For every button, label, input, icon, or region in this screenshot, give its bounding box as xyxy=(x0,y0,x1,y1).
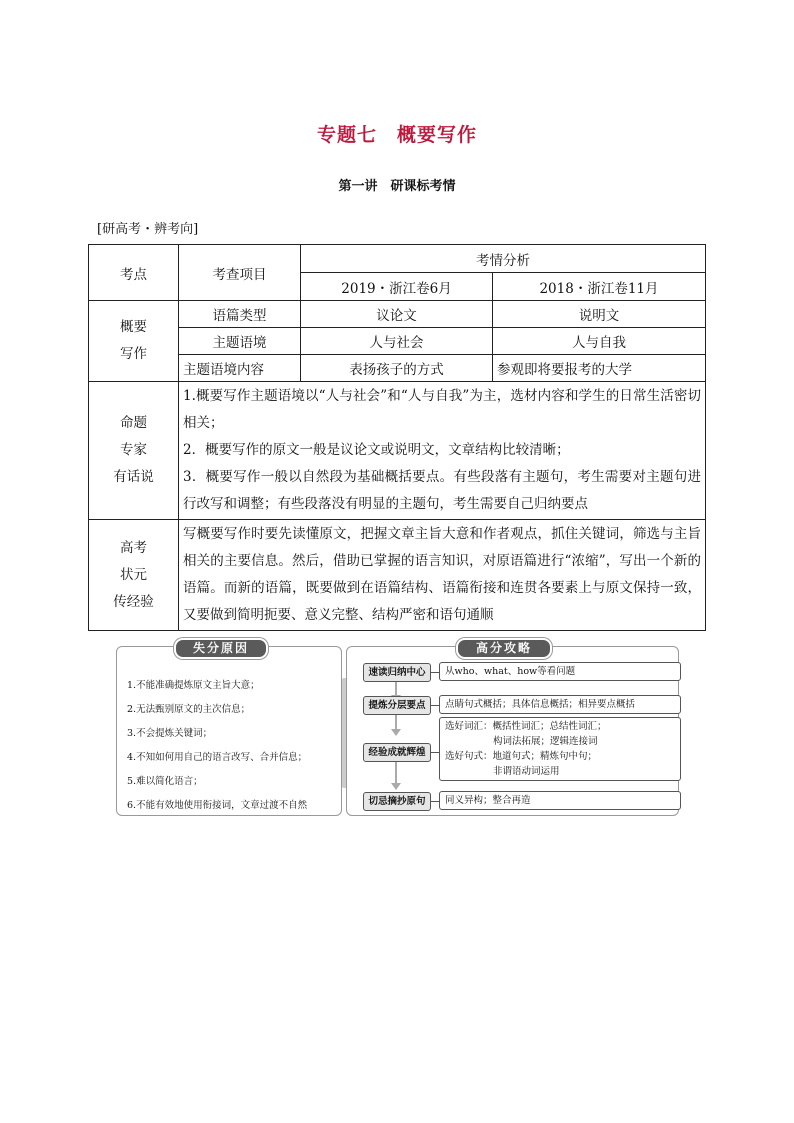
section-label: [研高考・辨考向] xyxy=(97,222,199,237)
group-gaiyao-line2: 写作 xyxy=(120,346,147,362)
loss-reasons-panel xyxy=(116,646,342,816)
table-cell-item: 语篇类型 xyxy=(179,301,301,328)
connector-line xyxy=(431,705,439,706)
loss-reason-item: 3.不会提炼关键词； xyxy=(127,728,213,739)
group-expert-line2: 专家 xyxy=(120,442,147,458)
step-skim: 速读归纳中心 xyxy=(363,663,431,682)
group-champion-line1: 高考 xyxy=(120,539,147,556)
group-champion-line2: 状元 xyxy=(120,566,147,583)
header-xiangmu: 考查项目 xyxy=(179,245,301,301)
expert-point-1: 1.概要写作主题语境以“人与社会”和“人与自我”为主，选材内容和学生的日常生活密切相关； xyxy=(183,388,701,431)
step-skim-detail: 从who、what、how等看问题 xyxy=(439,662,681,681)
group-champion xyxy=(89,520,179,631)
group-champion-line3: 传经验 xyxy=(113,593,154,610)
table-cell-value: 参观即将要报考的大学 xyxy=(493,355,706,382)
experience-line: 选好词汇：概括性词汇；总结性词汇； xyxy=(445,721,607,732)
loss-reason-item: 4.不知如何用自己的语言改写、合并信息； xyxy=(127,752,308,763)
step-avoid-copying-detail: 同义异构；整合再造 xyxy=(439,791,681,810)
connector-line xyxy=(431,672,439,673)
table-cell-value: 说明文 xyxy=(493,301,706,328)
header-kaodian: 考点 xyxy=(89,245,179,301)
page-title: 专题七 概要写作 xyxy=(316,124,477,146)
table-cell-value: 人与自我 xyxy=(493,328,706,355)
experience-line: 选好句式：地道句式；精炼句中句； xyxy=(445,751,598,762)
arrow-down-icon xyxy=(391,729,401,736)
loss-reason-item: 6.不能有效地使用衔接词，文章过渡不自然 xyxy=(127,800,308,811)
connector-line xyxy=(431,752,439,753)
loss-reasons-title: 失分原因 xyxy=(174,638,268,659)
group-gaiyao xyxy=(89,301,179,382)
group-expert-line1: 命题 xyxy=(120,415,147,431)
table-cell-value: 议论文 xyxy=(301,301,493,328)
exam-analysis-table xyxy=(88,244,706,631)
table-cell-item: 主题语境 xyxy=(179,328,301,355)
strategy-infographic xyxy=(116,638,679,816)
step-experience-detail xyxy=(439,717,681,781)
strategy-title: 高分攻略 xyxy=(456,638,552,659)
table-cell-value: 人与社会 xyxy=(301,328,493,355)
experience-line: 非谓语动词运用 xyxy=(493,766,560,777)
loss-reason-item: 2.无法甄别原文的主次信息； xyxy=(127,704,251,715)
loss-reason-item: 5.难以简化语言； xyxy=(127,776,203,787)
expert-point-3: 3．概要写作一般以自然段为基础概括要点。有些段落有主题句，考生需要对主题句进行改写和调整；有些段落没有明显的主题句，考生需要自己归纳要点 xyxy=(183,469,701,512)
group-gaiyao-line1: 概要 xyxy=(120,319,147,335)
header-fenxi: 考情分析 xyxy=(301,245,706,273)
strategy-panel xyxy=(346,646,679,816)
champion-experience: 写概要写作时要先读懂原文，把握文章主旨大意和作者观点，抓住关键词，筛选与主旨相关的主要信息。然后，借助已掌握的语言知识，对原语篇进行“浓缩”，写出一个新的语篇。而新的语篇，既要做到在语篇结构、语篇衔接和连贯各要素上与原文保持一致，又要做到简明扼要、意义完整、结构严密和语句通顺 xyxy=(179,520,706,631)
expert-point-2: 2．概要写作的原文一般是议论文或说明文，文章结构比较清晰； xyxy=(183,442,570,458)
experience-line: 构词法拓展；逻辑连接词 xyxy=(493,736,598,747)
table-cell-value: 表扬孩子的方式 xyxy=(301,355,493,382)
connector-line xyxy=(431,801,439,802)
header-col-2018: 2018・浙江卷11月 xyxy=(493,273,706,301)
loss-reason-item: 1.不能准确提炼原文主旨大意； xyxy=(127,680,260,691)
group-expert xyxy=(89,382,179,520)
step-extract: 提炼分层要点 xyxy=(363,696,431,715)
step-experience: 经验成就辉煌 xyxy=(363,743,431,762)
step-extract-detail: 点睛句式概括；具体信息概括；相异要点概括 xyxy=(439,695,681,714)
expert-advice xyxy=(179,382,706,520)
header-col-2019: 2019・浙江卷6月 xyxy=(301,273,493,301)
group-expert-line3: 有话说 xyxy=(113,469,154,485)
step-avoid-copying: 切忌摘抄原句 xyxy=(363,792,431,811)
table-cell-item: 主题语境内容 xyxy=(179,355,301,382)
page-subtitle: 第一讲 研课标考情 xyxy=(338,179,456,194)
arrow-down-icon xyxy=(391,783,401,790)
